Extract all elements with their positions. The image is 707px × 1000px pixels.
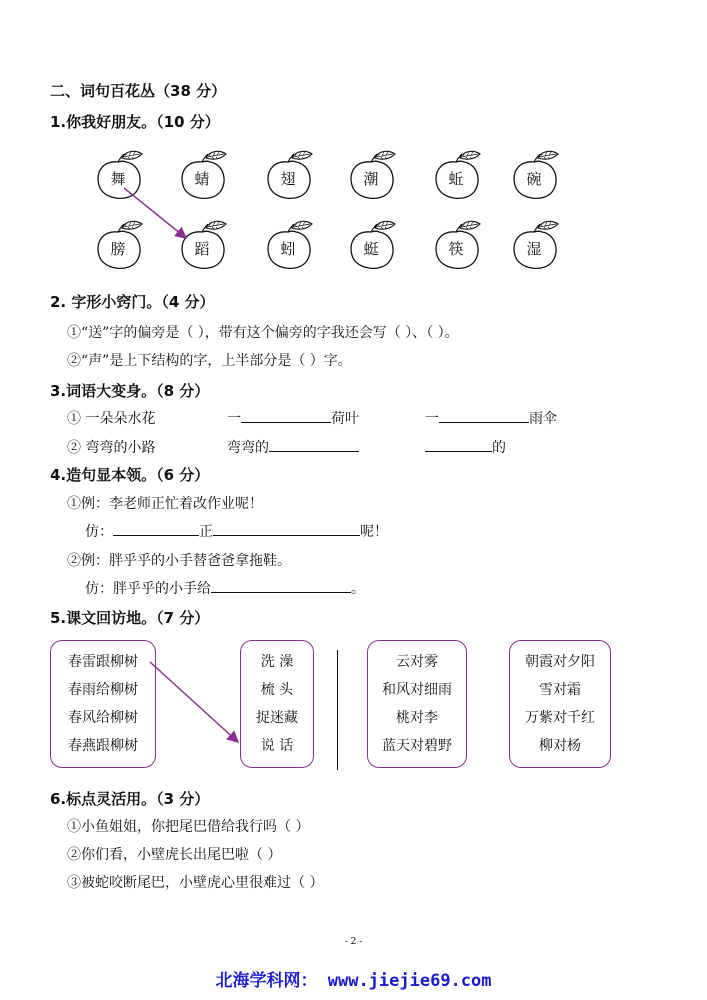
q3-blank3[interactable] [269,437,359,452]
q3-l1-prefix2: 一 [425,411,439,427]
q3-l2-prefix: 弯弯的 [227,440,269,456]
peach-char: 湿 [526,240,542,258]
q4-imitate2 [85,578,365,598]
q5-box2-item: 梳 头 [260,682,294,698]
q5-title: 5.课文回访地。（7 分） [50,609,210,627]
q4-blank3[interactable] [211,578,351,593]
peach-char: 潮 [363,170,379,188]
q4-example1: ①例：李老师正忙着改作业呢！ [67,496,263,512]
q4-fang1-mid: 正 [199,524,213,540]
q3-title: 3.词语大变身。（8 分） [50,382,210,400]
q3-l1-word1: 荷叶 [331,411,359,427]
q5-box2-item: 洗 澡 [260,654,294,670]
q3-blank1[interactable] [241,408,331,423]
q1-connector-layer [0,0,707,300]
q5-example-arrow [150,662,238,742]
peach-char: 筷 [448,240,464,258]
q5-connector-layer [0,600,707,800]
q5-box3-item: 云对雾 [396,654,438,670]
q4-blank1[interactable] [113,521,199,536]
q5-box3-item: 桃对李 [396,710,438,726]
peach-char: 膀 [110,240,126,258]
q3-line1-answer2 [425,408,557,428]
q3-l1-source: ① 一朵朵水花 [67,411,156,427]
peach-char: 蹈 [194,240,210,258]
q5-box3-item: 蓝天对碧野 [382,738,452,754]
q3-line2-answer1 [227,437,359,457]
peach-char: 翅 [280,170,296,188]
peach-char: 碗 [526,170,542,188]
q2-line2: ②“声”是上下结构的字，上半部分是（ ）字。 [67,353,352,369]
q5-box2-item: 捉迷藏 [256,710,298,726]
q5-box4-item: 柳对杨 [539,738,581,754]
q3-line1-answer1 [227,408,359,428]
q3-line2-answer2 [425,437,506,457]
q5-box1-item: 春雷跟柳树 [68,654,138,670]
peach-char: 舞 [110,170,126,188]
q5-box4-item: 万紫对千红 [525,710,595,726]
q1-title: 1.你我好朋友。（10 分） [50,113,220,131]
q5-box4-item: 雪对霜 [539,682,581,698]
q5-box1-item: 春雨给柳树 [68,682,138,698]
q4-title: 4.造句显本领。（6 分） [50,466,210,484]
q4-blank2[interactable] [213,521,360,536]
q6-item: ③被蛇咬断尾巴，小壁虎心里很难过（ ） [67,875,324,891]
q4-imitate1 [85,521,388,541]
q3-line2 [67,437,155,457]
q2-title: 2. 字形小窍门。（4 分） [50,293,215,311]
q5-box1-item: 春燕跟柳树 [68,738,138,754]
section-title: 二、词句百花丛（38 分） [50,82,227,100]
q5-box4-item: 朝霞对夕阳 [525,654,595,670]
q3-line1 [67,408,155,428]
footer-site-link[interactable]: 北海学科网： www.jiejie69.com [215,971,492,991]
peach-char: 蜓 [363,240,379,258]
q5-box3-item: 和风对细雨 [382,682,452,698]
page-number: - 2 - [344,937,363,947]
q4-fang2-label: 仿：胖乎乎的小手给 [85,581,211,597]
q3-l2-suffix: 的 [492,440,506,456]
q6-title: 6.标点灵活用。（3 分） [50,790,210,808]
q4-fang1-end: 呢！ [360,524,388,540]
q3-blank4[interactable] [425,437,492,452]
q6-item: ①小鱼姐姐，你把尾巴借给我行吗（ ） [67,819,310,835]
q3-blank2[interactable] [439,408,529,423]
q4-fang2-end: 。 [351,581,365,597]
q5-box1-item: 春风给柳树 [68,710,138,726]
q3-l2-source: ② 弯弯的小路 [67,440,156,456]
peach-char: 蚓 [280,240,296,258]
q3-l1-word2: 雨伞 [529,411,557,427]
q3-l1-prefix1: 一 [227,411,241,427]
q4-fang1-label: 仿： [85,524,113,540]
q5-box2-item: 说 话 [260,738,294,754]
q2-line1: ①“送”字的偏旁是（ ），带有这个偏旁的字我还会写（ ）、（ ）。 [67,325,459,341]
peach-char: 蜻 [194,170,210,188]
q1-example-arrow [124,188,186,238]
q4-example2: ②例：胖乎乎的小手替爸爸拿拖鞋。 [67,553,291,569]
peach-char: 蚯 [448,170,464,188]
q6-item: ②你们看，小壁虎长出尾巴啦（ ） [67,847,282,863]
